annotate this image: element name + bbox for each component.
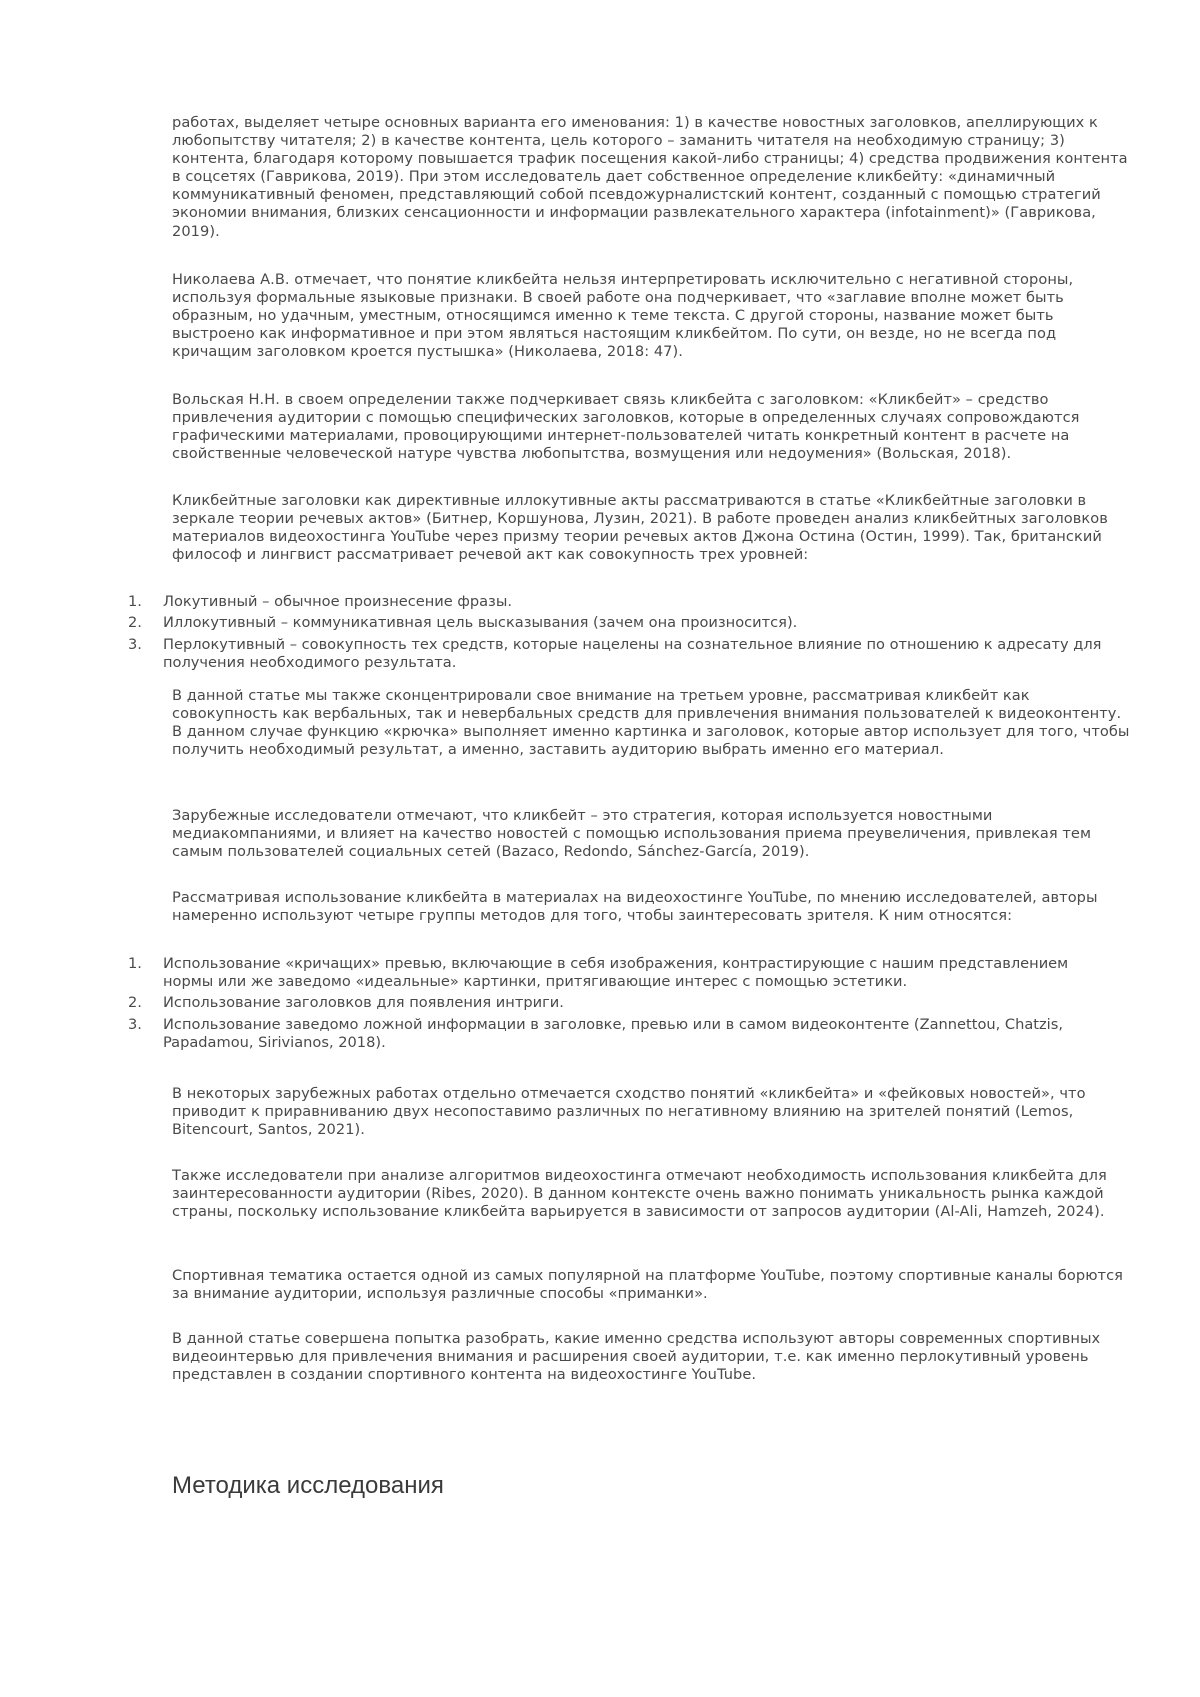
list-number: 1.: [128, 955, 142, 973]
clickbait-methods-list: [118, 955, 1118, 1055]
paragraph-9: Также исследователи при анализе алгоритмов видеохостинга отмечают необходимость использования кликбейта для заинтересованности аудитории (Ribes, 2020). В данном контексте очень важно понимать уникальность рынка каждой страны, поскольку использование кликбейта варьируется в зависимости от запросов аудитории (Al-Ali, Hamzeh, 2024).: [172, 1167, 1132, 1221]
list-item-text: Использование «кричащих» превью, включающие в себя изображения, контрастирующие с нашим представлением нормы или же заведомо «идеальные» картинки, притягивающие интерес с помощью эстетики.: [163, 955, 1068, 990]
paragraph-4: Кликбейтные заголовки как директивные иллокутивные акты рассматриваются в статье «Кликбейтные заголовки в зеркале теории речевых актов» (Битнер, Коршунова, Лузин, 2021). В работе проведен анализ кликбейтных заголовков материалов видеохостинга YouTube через призму теории речевых актов Джона Остина (Остин, 1999). Так, британский философ и лингвист рассматривает речевой акт как совокупность трех уровней:: [172, 492, 1132, 564]
paragraph-8: В некоторых зарубежных работах отдельно отмечается сходство понятий «кликбейта» и «фейковых новостей», что приводит к приравниванию двух несопоставимо различных по негативному влиянию на зрителей понятий (Lemos, Bitencourt, Santos, 2021).: [172, 1085, 1132, 1139]
list-number: 3.: [128, 1016, 142, 1034]
paragraph-2: Николаева А.В. отмечает, что понятие кликбейта нельзя интерпретировать исключительно с негативной стороны, используя формальные языковые признаки. В своей работе она подчеркивает, что «заглавие вполне может быть образным, но удачным, уместным, относящимся именно к теме текста. С другой стороны, название может быть выстроено как информативное и при этом являться настоящим кликбейтом. По сути, он везде, но не всегда под кричащим заголовком кроется пустышка» (Николаева, 2018: 47).: [172, 271, 1132, 361]
paragraph-3: Вольская Н.Н. в своем определении также подчеркивает связь кликбейта с заголовком: «Кликбейт» – средство привлечения аудитории с помощью специфических заголовков, которые в определенных случаях сопровождаются графическими материалами, провоцирующими интернет-пользователей читать конкретный контент в расчете на свойственные человеческой натуре чувства любопытства, возмущения или недоумения» (Вольская, 2018).: [172, 391, 1132, 463]
list-item-text: Использование заведомо ложной информации в заголовке, превью или в самом видеоконтенте (Zannettou, Chatzis, Papadamou, Sirivianos, 2018).: [163, 1016, 1063, 1051]
paragraph-1: работах, выделяет четыре основных варианта его именования: 1) в качестве новостных заголовков, апеллирующих к любопытству читателя; 2) в качестве контента, цель которого – заманить читателя на необходимую страницу; 3) контента, благодаря которому повышается трафик посещения какой-либо страницы; 4) средства продвижения контента в соцсетях (Гаврикова, 2019). При этом исследователь дает собственное определение кликбейту: «динамичный коммуникативный феномен, представляющий собой псевдожурналистский контент, созданный с помощью стратегий экономии внимания, близких сенсационности и информации развлекательного характера (infotainment)» (Гаврикова, 2019).: [172, 114, 1132, 241]
list-item: [118, 955, 1118, 991]
list-number: 1.: [128, 593, 142, 611]
list-item: [118, 994, 1118, 1012]
list-item: [118, 636, 1118, 672]
list-item-text: Перлокутивный – совокупность тех средств, которые нацелены на сознательное влияние по отношению к адресату для получения необходимого результата.: [163, 636, 1101, 671]
section-heading: Методика исследования: [172, 1472, 444, 1500]
list-item-text: Использование заголовков для появления интриги.: [163, 994, 564, 1011]
list-item-text: Локутивный – обычное произнесение фразы.: [163, 593, 512, 610]
list-item: [118, 614, 1118, 632]
paragraph-6: Зарубежные исследователи отмечают, что кликбейт – это стратегия, которая используется новостными медиакомпаниями, и влияет на качество новостей с помощью использования приема преувеличения, привлекая тем самым пользователей социальных сетей (Bazaco, Redondo, Sánchez-García, 2019).: [172, 807, 1132, 861]
speech-act-levels-list: [118, 593, 1118, 675]
paragraph-7: Рассматривая использование кликбейта в материалах на видеохостинге YouTube, по мнению исследователей, авторы намеренно используют четыре группы методов для того, чтобы заинтересовать зрителя. К ним относятся:: [172, 889, 1132, 925]
list-item: [118, 593, 1118, 611]
paragraph-10: Спортивная тематика остается одной из самых популярной на платформе YouTube, поэтому спортивные каналы борются за внимание аудитории, используя различные способы «приманки».: [172, 1267, 1132, 1303]
list-number: 3.: [128, 636, 142, 654]
paragraph-5: В данной статье мы также сконцентрировали свое внимание на третьем уровне, рассматривая кликбейт как совокупность как вербальных, так и невербальных средств для привлечения внимания пользователей к видеоконтенту. В данном случае функцию «крючка» выполняет именно картинка и заголовок, которые автор использует для того, чтобы получить необходимый результат, а именно, заставить аудиторию выбрать именно его материал.: [172, 687, 1132, 759]
list-number: 2.: [128, 994, 142, 1012]
list-item-text: Иллокутивный – коммуникативная цель высказывания (зачем она произносится).: [163, 614, 797, 631]
list-number: 2.: [128, 614, 142, 632]
paragraph-11: В данной статье совершена попытка разобрать, какие именно средства используют авторы современных спортивных видеоинтервью для привлечения внимания и расширения своей аудитории, т.е. как именно перлокутивный уровень представлен в создании спортивного контента на видеохостинге YouTube.: [172, 1330, 1132, 1384]
list-item: [118, 1016, 1118, 1052]
